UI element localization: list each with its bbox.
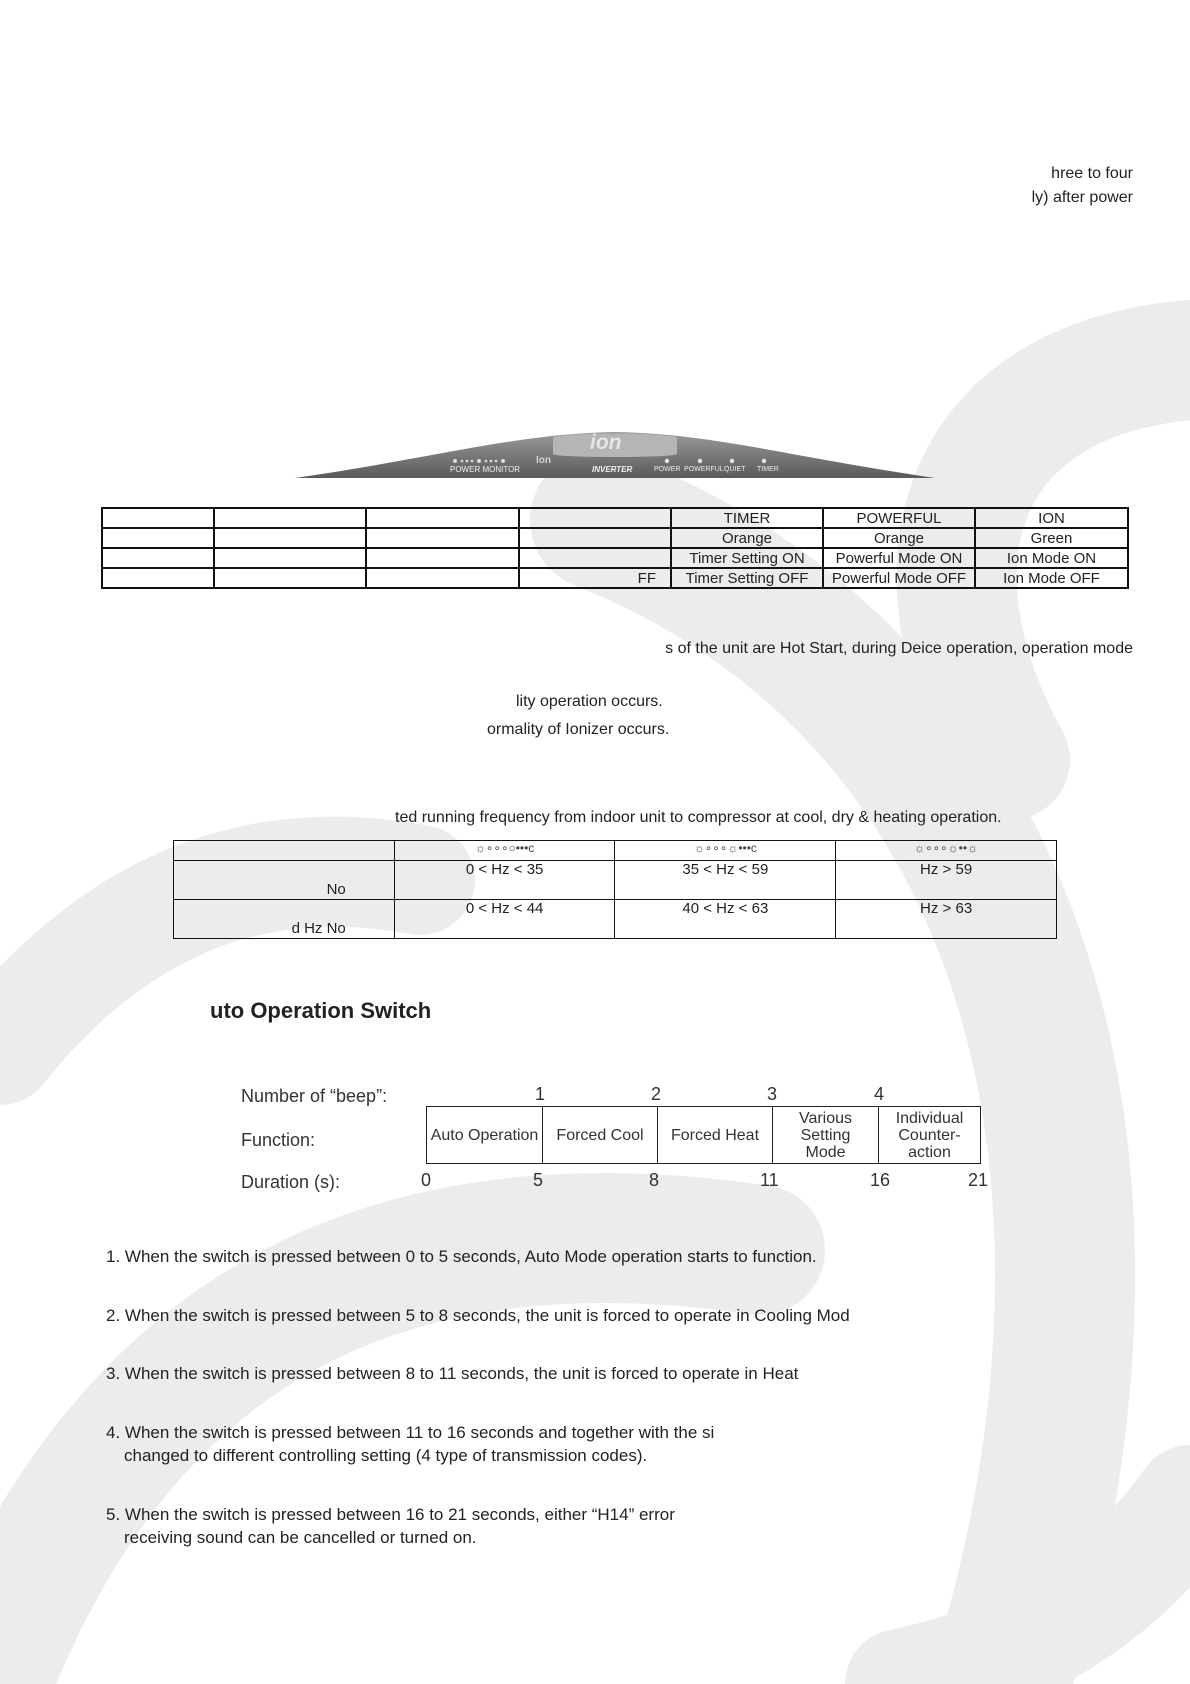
led-table-cell	[366, 528, 519, 548]
led-table-cell: TIMER	[671, 508, 823, 528]
table-row	[174, 900, 1057, 939]
led-table-cell	[519, 528, 671, 548]
table-row	[102, 548, 1128, 568]
led-table-cell: ION	[975, 508, 1128, 528]
freq-cell: 35 < Hz < 59	[615, 861, 836, 900]
duration-tick-5: 5	[533, 1170, 544, 1190]
freq-row-label: No	[174, 861, 395, 900]
led-table-cell: FF	[519, 568, 671, 588]
list-item-number: 4.	[106, 1423, 121, 1442]
duration-tick-8: 8	[649, 1170, 660, 1190]
list-item-text-continued: receiving sound can be cancelled or turned on.	[124, 1528, 477, 1547]
freq-header-icon-3: ☼∘∘∘☼••☼	[836, 841, 1057, 861]
panel-ion-label: Ion	[536, 455, 551, 466]
led-table-cell	[366, 508, 519, 528]
beep-count-1: 1	[535, 1084, 546, 1104]
list-item-text-continued: changed to different controlling setting (4 type of transmission codes).	[124, 1446, 648, 1465]
diagram-duration-label: Duration (s):	[241, 1172, 341, 1192]
list-item-text: When the switch is pressed between 8 to 11 seconds, the unit is forced to operate in Heat	[124, 1364, 799, 1383]
led-table-cell	[214, 568, 366, 588]
panel-led-label-quiet: QUIET	[724, 466, 746, 473]
beep-count-3: 3	[767, 1084, 778, 1104]
led-table-cell	[102, 508, 214, 528]
led-table-cell: Orange	[671, 528, 823, 548]
panel-power-monitor-label: POWER MONITOR	[450, 465, 521, 474]
led-table-cell: POWERFUL	[823, 508, 975, 528]
led-table-cell	[366, 568, 519, 588]
led-table-cell	[214, 528, 366, 548]
function-box-auto-operation: Auto Operation	[426, 1106, 543, 1164]
led-table-cell: Powerful Mode ON	[823, 548, 975, 568]
list-item	[106, 1421, 714, 1467]
led-table-cell	[214, 548, 366, 568]
function-box-individual-counter-action: Individual Counter-action	[878, 1106, 981, 1164]
freq-cell: Hz > 59	[836, 861, 1057, 900]
led-table-cell	[214, 508, 366, 528]
function-box-forced-heat: Forced Heat	[657, 1106, 773, 1164]
led-table-cell: Powerful Mode OFF	[823, 568, 975, 588]
frequency-intro: ted running frequency from indoor unit to compressor at cool, dry & heating operation.	[395, 809, 1002, 826]
abnormal-line-1: lity operation occurs.	[516, 693, 663, 710]
beep-count-2: 2	[651, 1084, 662, 1104]
table-row	[102, 568, 1128, 588]
top-paragraph-line-1: hree to four	[1051, 165, 1133, 182]
freq-row-label: d Hz No	[174, 900, 395, 939]
freq-cell: 0 < Hz < 44	[394, 900, 615, 939]
frequency-table	[173, 840, 1057, 939]
function-box-forced-cool: Forced Cool	[542, 1106, 658, 1164]
list-item-number: 2.	[106, 1306, 121, 1325]
list-item	[106, 1304, 850, 1327]
list-item-number: 1.	[106, 1247, 121, 1266]
led-table-cell	[366, 548, 519, 568]
section-heading: uto Operation Switch	[210, 998, 432, 1023]
diagram-beep-label: Number of “beep”:	[241, 1086, 388, 1106]
panel-inverter-label: INVERTER	[592, 465, 633, 474]
list-item-text: When the switch is pressed between 16 to 21 seconds, either “H14” error	[124, 1505, 675, 1524]
led-indicator-table	[101, 507, 1129, 589]
freq-cell: 40 < Hz < 63	[615, 900, 836, 939]
freq-cell: Hz > 63	[836, 900, 1057, 939]
abnormal-line-2: ormality of Ionizer occurs.	[487, 721, 670, 738]
table-row	[102, 528, 1128, 548]
list-item	[106, 1245, 817, 1268]
panel-led-label-timer: TIMER	[757, 466, 779, 473]
led-table-cell: Orange	[823, 528, 975, 548]
list-item	[106, 1362, 798, 1385]
freq-header-blank	[174, 841, 395, 861]
led-table-cell: Timer Setting ON	[671, 548, 823, 568]
table-row	[174, 861, 1057, 900]
list-item-text: When the switch is pressed between 5 to 8 seconds, the unit is forced to operate in Cooling Mod	[124, 1306, 850, 1325]
list-item-number: 3.	[106, 1364, 121, 1383]
function-box-various-setting-mode: Various Setting Mode	[772, 1106, 879, 1164]
blink-note: s of the unit are Hot Start, during Deice operation, operation mode	[665, 640, 1133, 657]
led-table-cell: Green	[975, 528, 1128, 548]
led-table-cell: Ion Mode OFF	[975, 568, 1128, 588]
panel-led-label-power: POWER	[654, 466, 681, 473]
led-table-cell	[102, 568, 214, 588]
freq-cell: 0 < Hz < 35	[394, 861, 615, 900]
duration-tick-11: 11	[760, 1170, 779, 1190]
panel-led-label-powerful: POWERFUL	[684, 466, 724, 473]
table-row	[102, 508, 1128, 528]
list-item	[106, 1503, 675, 1549]
duration-tick-0: 0	[421, 1170, 432, 1190]
duration-tick-16: 16	[870, 1170, 891, 1190]
led-table-cell	[102, 528, 214, 548]
duration-tick-21: 21	[968, 1170, 989, 1190]
list-item-text: When the switch is pressed between 11 to 16 seconds and together with the si	[124, 1423, 715, 1442]
list-item-text: When the switch is pressed between 0 to 5 seconds, Auto Mode operation starts to function.	[124, 1247, 817, 1266]
led-table-cell: Ion Mode ON	[975, 548, 1128, 568]
freq-header-icon-1: ☼∘∘∘○•••c	[394, 841, 615, 861]
diagram-function-label: Function:	[241, 1130, 316, 1150]
led-table-cell	[519, 548, 671, 568]
led-table-cell	[102, 548, 214, 568]
led-table-cell: Timer Setting OFF	[671, 568, 823, 588]
list-item-number: 5.	[106, 1505, 121, 1524]
beep-count-4: 4	[874, 1084, 885, 1104]
led-table-cell	[519, 508, 671, 528]
freq-header-icon-2: ☼∘∘∘☼•••c	[615, 841, 836, 861]
panel-brand-logo: ion	[590, 431, 622, 454]
top-paragraph-line-2: ly) after power	[1031, 189, 1133, 206]
